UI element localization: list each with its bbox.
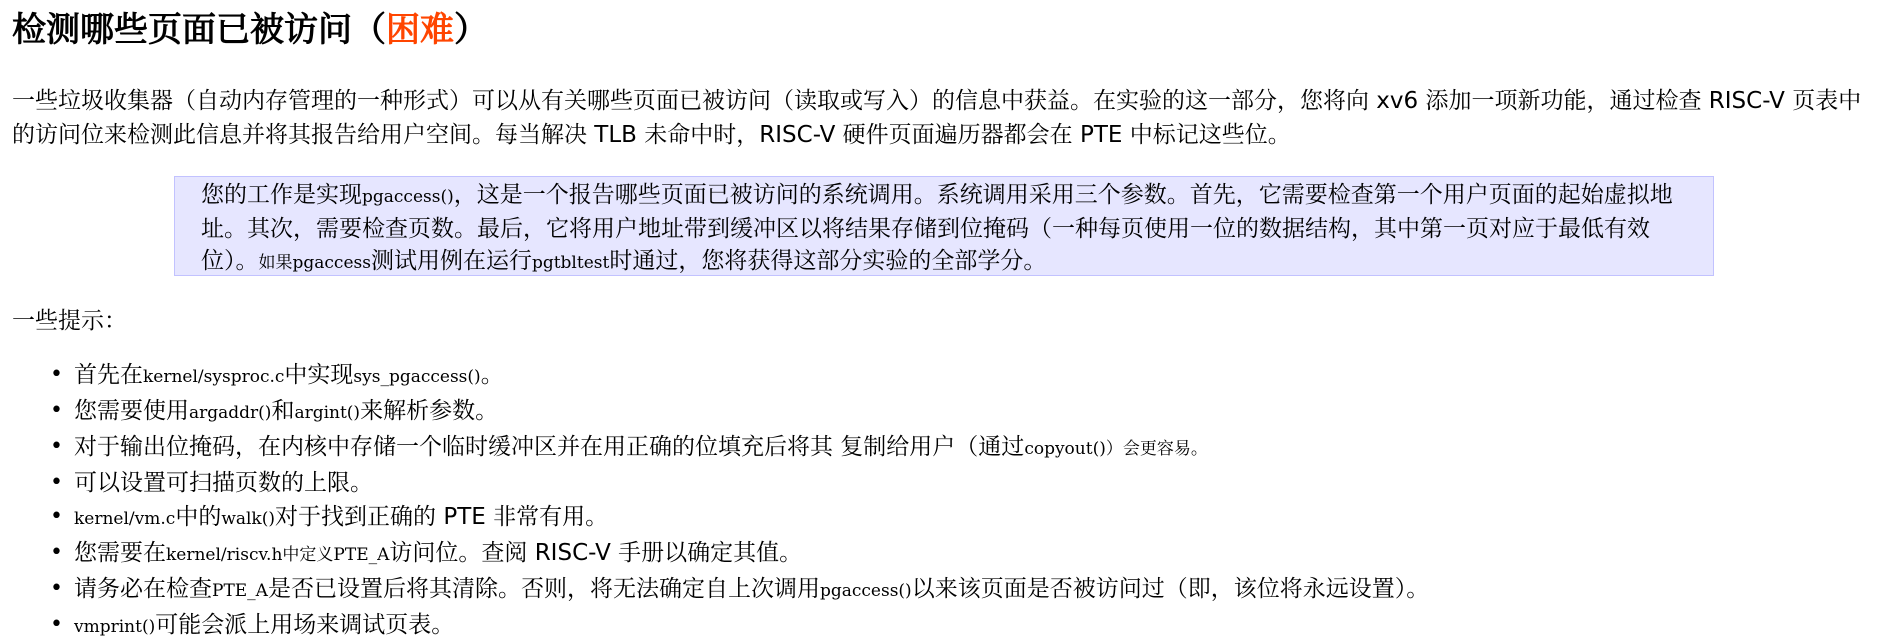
page-title <box>12 8 488 52</box>
bullet-icon: • <box>50 398 63 423</box>
hint-text: 。 <box>480 362 504 388</box>
hint-text: 中的 <box>175 504 222 530</box>
hint-text: 对于找到正确的 PTE 非常有用。 <box>275 504 609 530</box>
assignment-text-3: 测试用例在运行 <box>370 248 532 274</box>
title-close: ） <box>454 10 488 50</box>
list-item <box>50 394 1429 430</box>
code-path: kernel/riscv.h <box>166 545 283 565</box>
hint-text: 来解析参数。 <box>360 398 499 424</box>
title-main: 检测哪些页面已被访问（ <box>12 10 386 50</box>
assignment-text-1: 您的工作是实现 <box>201 182 362 208</box>
hint-text: 中定义 <box>282 545 334 565</box>
bullet-icon: • <box>50 470 63 495</box>
code-function: vmprint() <box>74 617 156 637</box>
hints-label: 一些提示： <box>12 308 127 334</box>
code-function: sys_pgaccess() <box>353 367 481 387</box>
hint-text: 您需要使用 <box>74 398 189 424</box>
hint-text: 可能会派上用场来调试页表。 <box>155 612 455 638</box>
intro-paragraph: 一些垃圾收集器（自动内存管理的一种形式）可以从有关哪些页面已被访问（读取或写入）的信息中获益。在实验的这一部分，您将向 xv6 添加一项新功能，通过检查 RISC-V 页表中的访问位来检测此信息并将其报告给用户空间。每当解决 TLB 未命中时，RISC-V 硬件页面遍历器都会在 PTE 中标记这些位。 <box>12 88 1862 148</box>
hint-text: 首先在 <box>74 362 143 388</box>
code-path: kernel/vm.c <box>74 509 176 529</box>
difficulty-label: 困难 <box>386 10 454 50</box>
code-pgaccess: pgaccess <box>292 253 371 273</box>
hint-text: 以来该页面是否被访问过（即，该位将永远设置）。 <box>911 576 1430 602</box>
list-item <box>50 500 1429 536</box>
bullet-icon: • <box>50 504 63 529</box>
list-item <box>50 466 1429 500</box>
hint-text: 中实现 <box>284 362 354 388</box>
hint-text: 可以设置可扫描页数的上限。 <box>74 470 373 496</box>
assignment-serif-text: 如果 <box>258 253 293 273</box>
hints-list <box>12 358 1429 644</box>
bullet-icon: • <box>50 540 63 565</box>
bullet-icon: • <box>50 434 63 459</box>
list-item <box>50 358 1429 394</box>
hint-text: 请务必在检查 <box>74 576 212 602</box>
list-item <box>50 572 1430 608</box>
bullet-icon: • <box>50 576 63 601</box>
assignment-box <box>174 176 1714 276</box>
bullet-icon: • <box>50 612 63 637</box>
hint-text: 是否已设置后将其清除。否则，将无法确定自上次调用 <box>267 576 820 602</box>
hint-text: ）会更容易。 <box>1105 439 1208 459</box>
assignment-text-4: 时通过，您将获得这部分实验的全部学分。 <box>609 248 1047 274</box>
code-function: walk() <box>221 509 276 529</box>
code-path: kernel/sysproc.c <box>143 367 285 387</box>
list-item <box>50 608 1429 644</box>
code-function: argint() <box>294 403 361 423</box>
code-function: pgaccess() <box>819 581 912 601</box>
hint-text: 和 <box>271 398 295 424</box>
hint-text: 您需要在 <box>74 540 166 566</box>
hint-text: 对于输出位掩码，在内核中存储一个临时缓冲区并在用正确的位填充后将其 复制给用户（通过 <box>74 434 1025 460</box>
code-pgaccess-call: pgaccess() <box>362 187 454 207</box>
code-function: argaddr() <box>189 403 272 423</box>
hint-text: 访问位。查阅 RISC-V 手册以确定其值。 <box>389 540 803 566</box>
code-function: copyout() <box>1024 439 1106 459</box>
assignment-text-2: ，这是一个报告哪些页面已被访问的系统调用。系统调用采用三个参数。首先，它需要检查第一个用户页面的起始虚拟地址。其次，需要检查页数。最后，它将用户地址带到缓冲区以将结果存储到位掩码（一种每页使用一位的数据结构，其中第一页对应于最低有效位）。 <box>201 182 1673 274</box>
code-pgtbltest: pgtbltest <box>531 253 610 273</box>
list-item <box>50 536 1429 572</box>
code-constant: PTE_A <box>212 581 268 601</box>
code-constant: PTE_A <box>333 545 390 565</box>
bullet-icon: • <box>50 362 63 387</box>
list-item <box>50 430 1429 466</box>
